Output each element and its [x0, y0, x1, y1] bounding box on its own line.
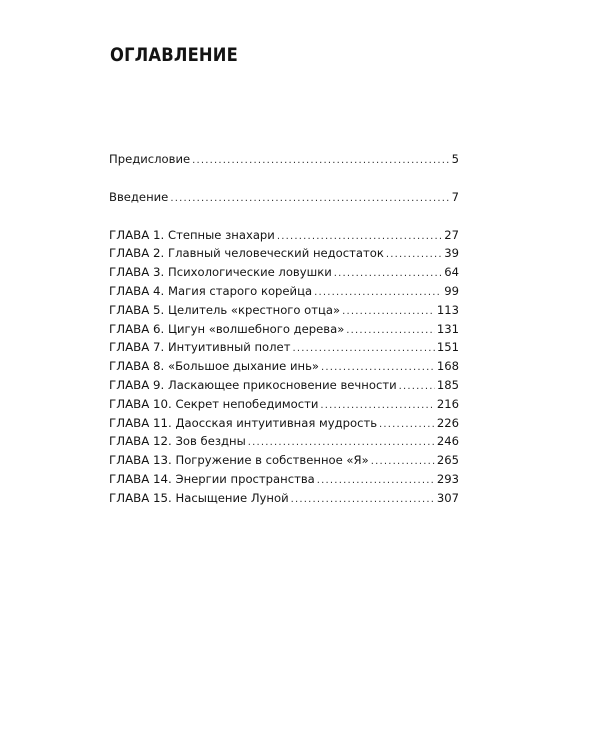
toc-entry-title: Погружение в собственное «Я» [175, 453, 369, 468]
toc-page-number: 7 [451, 189, 459, 204]
dot-leader [371, 453, 435, 472]
chapter-prefix: ГЛАВА 3. [109, 265, 165, 280]
page-title: ОГЛАВЛЕНИЕ [110, 44, 238, 66]
toc-entry-chapter-8 [109, 357, 459, 376]
toc-entry-chapter-6 [109, 320, 459, 339]
toc-entry-chapter-5 [109, 301, 459, 320]
dot-leader [170, 190, 449, 209]
toc-page-number: 5 [451, 152, 459, 166]
toc-page-number: 226 [436, 415, 459, 430]
chapter-prefix: ГЛАВА 10. [109, 396, 172, 411]
toc-page-number: 64 [444, 265, 459, 280]
chapter-prefix: ГЛАВА 14. [109, 471, 172, 486]
chapter-prefix: ГЛАВА 7. [109, 340, 165, 355]
chapter-prefix: ГЛАВА 1. [109, 227, 165, 242]
toc-entry-title: Магия старого корейца [168, 283, 313, 298]
toc-entry-chapter-3 [109, 263, 459, 282]
toc-entry-title: Насыщение Луной [175, 490, 289, 505]
toc-entry-introduction [109, 188, 459, 207]
toc-entry-title: Секрет непобедимости [175, 396, 319, 411]
chapter-prefix: ГЛАВА 5. [109, 302, 165, 317]
toc-page-number: 168 [436, 359, 459, 374]
toc-page-number: 216 [436, 396, 459, 411]
toc-page-number: 246 [436, 434, 459, 449]
toc-entry-title: Энергии пространства [175, 471, 315, 486]
dot-leader [399, 378, 435, 397]
toc-entry-title: Цигун «волшебного дерева» [168, 321, 345, 336]
toc-entry-title: Психологические ловушки [168, 265, 332, 280]
chapter-prefix: ГЛАВА 8. [109, 359, 165, 374]
toc-entry-chapter-12 [109, 432, 459, 451]
toc-page-number: 293 [436, 471, 459, 486]
toc-page-number: 39 [444, 246, 459, 261]
toc-entry-preface [109, 150, 459, 169]
toc-entry-title: Главный человеческий недостаток [168, 246, 384, 261]
chapter-prefix: ГЛАВА 2. [109, 246, 165, 261]
chapter-prefix: ГЛАВА 4. [109, 283, 165, 298]
toc-page-number: 131 [436, 321, 459, 336]
toc-page-number: 27 [444, 227, 459, 242]
toc-entry-chapter-4 [109, 282, 459, 301]
toc-entry-chapter-15 [109, 489, 459, 508]
toc-page-number: 307 [436, 490, 459, 505]
dot-leader [386, 246, 442, 265]
toc-entry-title: «Большое дыхание инь» [168, 359, 320, 374]
chapter-prefix: ГЛАВА 9. [109, 377, 165, 392]
toc-entry-chapter-9 [109, 376, 459, 395]
chapter-prefix: ГЛАВА 11. [109, 415, 172, 430]
toc-entry-title: Даосская интуитивная мудрость [175, 415, 378, 430]
dot-leader [342, 303, 435, 322]
toc-entry-chapter-14 [109, 470, 459, 489]
chapter-prefix: ГЛАВА 6. [109, 321, 165, 336]
dot-leader [379, 416, 435, 435]
toc-entry-chapter-1 [109, 226, 459, 245]
chapter-prefix: ГЛАВА 13. [109, 453, 172, 468]
toc-page-number: 151 [436, 340, 459, 355]
toc-entry-title: Введение [109, 189, 169, 204]
toc-page-number: 113 [436, 302, 459, 317]
toc-entry-chapter-13 [109, 451, 459, 470]
toc-entry-title: Интуитивный полет [168, 340, 291, 355]
dot-leader [291, 491, 435, 510]
dot-leader [192, 152, 449, 171]
table-of-contents [109, 150, 459, 508]
toc-entry-title: Целитель «крестного отца» [168, 302, 341, 317]
dot-leader [334, 265, 442, 284]
toc-entry-title: Степные знахари [168, 227, 275, 242]
toc-page-number: 265 [436, 453, 459, 468]
toc-entry-chapter-11 [109, 414, 459, 433]
toc-entry-chapter-2 [109, 244, 459, 263]
toc-page-number: 185 [436, 377, 459, 392]
toc-entry-title: Зов бездны [175, 434, 246, 449]
toc-entry-title: Ласкающее прикосновение вечности [168, 377, 397, 392]
chapter-prefix: ГЛАВА 12. [109, 434, 172, 449]
toc-page-number: 99 [444, 283, 459, 298]
dot-leader [346, 322, 435, 341]
toc-entry-chapter-10 [109, 395, 459, 414]
dot-leader [317, 472, 435, 491]
chapter-prefix: ГЛАВА 15. [109, 490, 172, 505]
toc-entry-title: Предисловие [109, 152, 191, 166]
toc-entry-chapter-7 [109, 338, 459, 357]
